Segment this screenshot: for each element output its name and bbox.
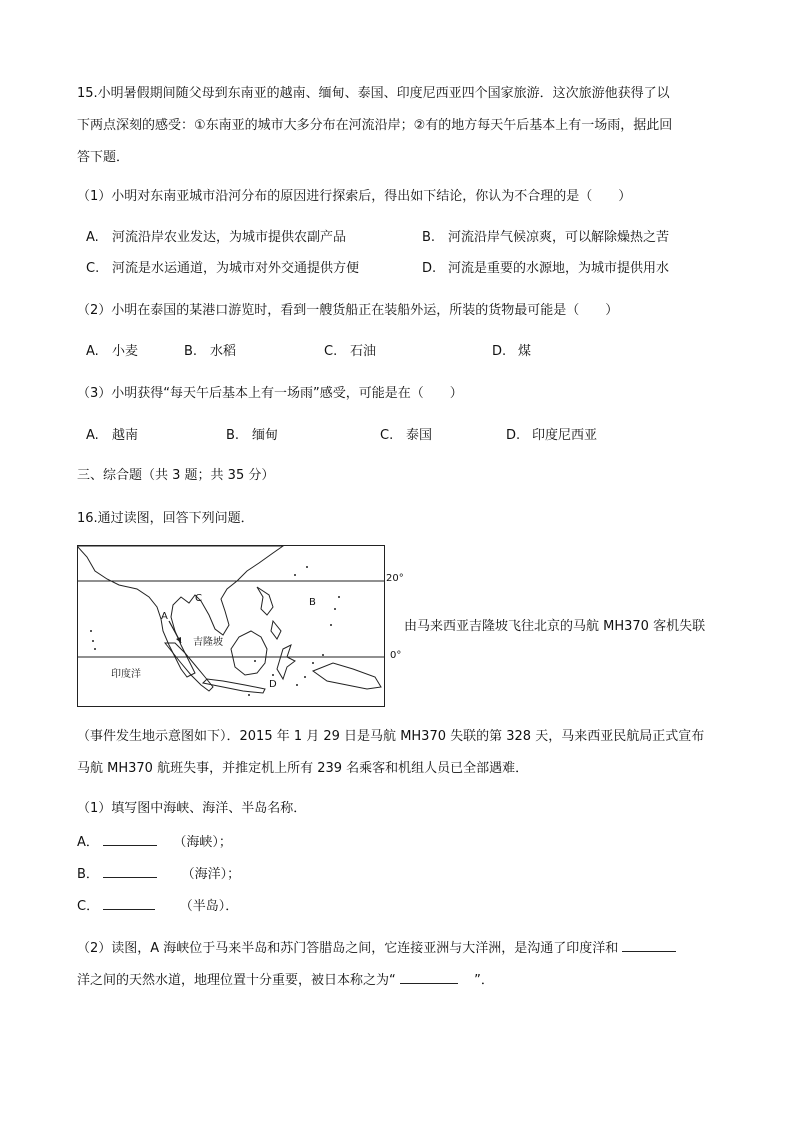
q15-sub2-question: （2）小明在泰国的某港口游览时，看到一艘货船正在装船外运，所装的货物最可能是（ ）: [77, 303, 619, 318]
q16-text-line1: （事件发生地示意图如下）．2015 年 1 月 29 日是马航 MH370 失联的第 328 天，马来西亚民航局正式宣布: [77, 729, 705, 744]
q15-sub1-question: （1）小明对东南亚城市沿河分布的原因进行探索后，得出如下结论，你认为不合理的是（ ）: [77, 189, 632, 204]
q16-sub2-line1: （2）读图，A 海峡位于马来半岛和苏门答腊岛之间，它连接亚洲与大洋洲，是沟通了印度洋和: [77, 938, 680, 958]
q15-sub2-option-a: A. 小麦: [86, 344, 139, 359]
map-label-c: C: [195, 593, 202, 604]
q15-sub3-option-d: D. 印度尼西亚: [506, 428, 598, 443]
map-label-20-degrees: 20°: [386, 573, 404, 584]
q15-stem-line3: 答下题．: [77, 150, 130, 165]
q15-sub3-option-b: B. 缅甸: [226, 428, 279, 443]
map-label-kuala-lumpur: 吉隆坡: [193, 637, 223, 648]
answer-blank-nickname[interactable]: [400, 970, 458, 984]
q16-caption-right: 由马来西亚吉隆坡飞往北京的马航 MH370 客机失联: [404, 619, 706, 634]
q16-sub1-answer-a: A． （海峡）；: [77, 832, 232, 852]
q15-stem-line1: 15.小明暑假期间随父母到东南亚的越南、缅甸、泰国、印度尼西亚四个国家旅游．这次旅游他获得了以: [77, 86, 670, 101]
map-label-a: A: [161, 611, 168, 622]
map-label-0-degrees: 0°: [390, 650, 402, 661]
q16-sub1-question: （1）填写图中海峡、海洋、半岛名称．: [77, 801, 307, 816]
q16-stem: 16.通过读图，回答下列问题．: [77, 511, 254, 526]
answer-blank-c[interactable]: [103, 896, 155, 910]
q16-sub2-line2: 洋之间的天然水道，地理位置十分重要，被日本称之为“ ”．: [77, 970, 494, 990]
answer-blank-a[interactable]: [103, 832, 157, 846]
q15-sub1-option-c: C. 河流是水运通道，为城市对外交通提供方便: [86, 261, 360, 276]
q15-sub1-option-b: B. 河流沿岸气候凉爽，可以解除燥热之苦: [422, 230, 670, 245]
q15-stem-line2: 下两点深刻的感受：①东南亚的城市大多分布在河流沿岸；②有的地方每天午后基本上有一场雨，据此回: [77, 118, 673, 133]
southeast-asia-map: [77, 545, 387, 707]
q16-sub1-answer-b: B． （海洋）；: [77, 864, 240, 884]
q16-sub1-answer-c: C． （半岛）．: [77, 896, 238, 916]
map-label-d: D: [269, 679, 277, 690]
answer-blank-b[interactable]: [103, 864, 157, 878]
q15-sub3-option-c: C. 泰国: [380, 428, 433, 443]
q15-sub2-option-d: D. 煤: [492, 344, 532, 359]
map-label-b: B: [309, 597, 316, 608]
q15-sub3-question: （3）小明获得“每天午后基本上有一场雨”感受，可能是在（ ）: [77, 386, 463, 401]
q15-sub1-option-a: A. 河流沿岸农业发达，为城市提供农副产品: [86, 230, 347, 245]
q15-sub3-option-a: A. 越南: [86, 428, 139, 443]
q15-sub1-option-d: D. 河流是重要的水源地，为城市提供用水: [422, 261, 670, 276]
q16-text-line2: 马航 MH370 航班失事，并推定机上所有 239 名乘客和机组人员已全部遇难．: [77, 761, 529, 776]
section3-heading: 三、综合题（共 3 题；共 35 分）: [77, 468, 275, 483]
answer-blank-ocean[interactable]: [622, 938, 676, 952]
q15-sub2-option-b: B. 水稻: [184, 344, 237, 359]
q15-sub2-option-c: C. 石油: [324, 344, 377, 359]
map-label-indian-ocean: 印度洋: [111, 669, 141, 680]
